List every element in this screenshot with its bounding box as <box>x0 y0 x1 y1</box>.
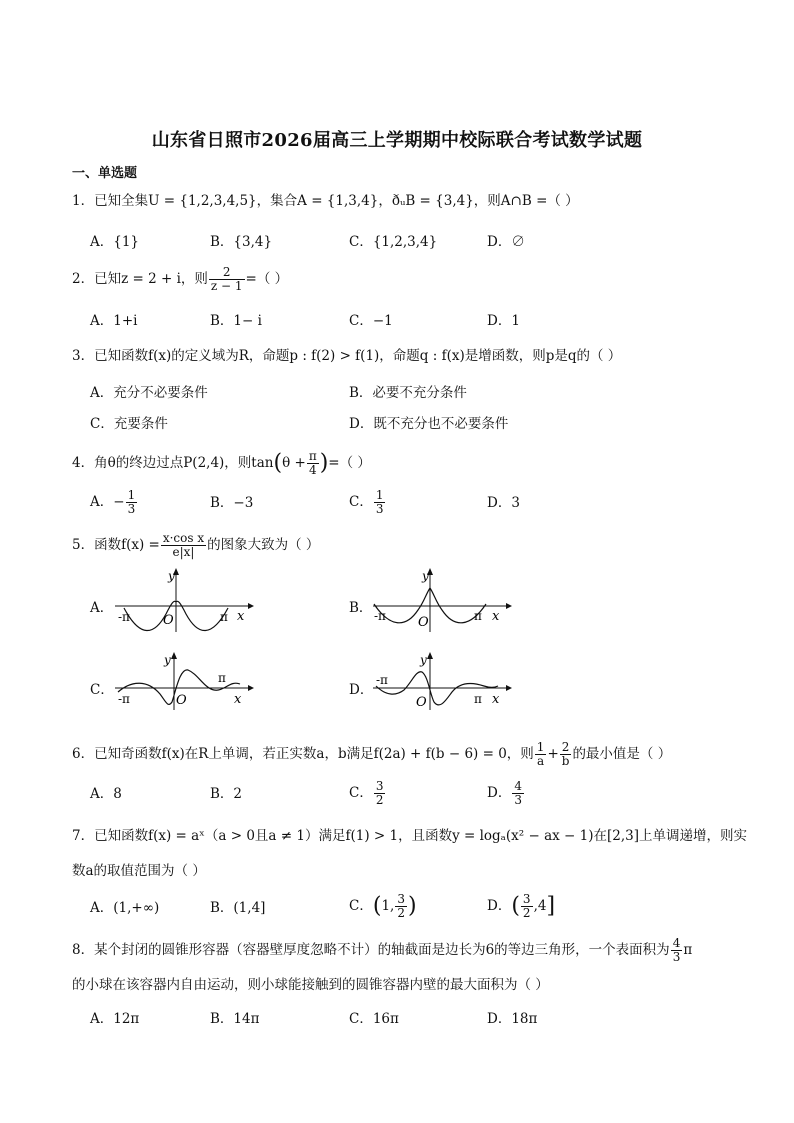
question-5-stem <box>72 532 319 559</box>
q6-option-d-num: 4 <box>514 779 522 793</box>
q8-frac-num: 4 <box>672 936 681 950</box>
q8-frac-den: 3 <box>672 950 681 964</box>
y-label: y <box>168 569 175 583</box>
q4-option-a-num: 1 <box>127 488 136 502</box>
q4-fraction <box>307 450 319 477</box>
q7-d-open-paren: ( <box>511 893 520 919</box>
q4-option-b[interactable]: B．−3 <box>210 495 254 511</box>
q6-option-c-label: C． <box>349 785 373 801</box>
origin-label: O <box>418 615 429 630</box>
q7-option-a[interactable]: A．(1,+∞) <box>90 900 160 916</box>
q7-option-b[interactable]: B．(1,4] <box>210 900 266 916</box>
q4-option-d[interactable]: D．3 <box>487 495 520 511</box>
q7-option-c-label: C． <box>349 898 373 914</box>
q1-option-a[interactable]: A．{1} <box>90 234 140 250</box>
q5-option-b[interactable]: B． <box>349 600 373 616</box>
q7-option-d-post: ,4 <box>533 898 547 914</box>
x-label: x <box>234 692 242 707</box>
q1-option-c[interactable]: C．{1,2,3,4} <box>349 234 438 250</box>
q2-option-d[interactable]: D．1 <box>487 313 520 329</box>
question-8-stem-line2: 的小球在该容器内自由运动，则小球能接触到的圆锥容器内壁的最大面积为（ ） <box>72 977 549 993</box>
q5-graph-c[interactable] <box>110 650 255 712</box>
y-label: y <box>164 653 171 667</box>
y-arrow-icon <box>427 652 433 659</box>
q2-stem-prefix: 2．已知z = 2 + i，则 <box>72 271 208 287</box>
q2-frac-num: 2 <box>209 266 245 280</box>
q4-option-a-den: 3 <box>127 502 136 516</box>
q7-option-c-fraction <box>395 893 407 920</box>
x-label: x <box>492 692 500 707</box>
section-heading: 一、单选题 <box>72 166 138 181</box>
q6-fraction-1 <box>535 741 547 768</box>
q5-frac-den: e|x| <box>172 545 195 559</box>
q5-stem-suffix: 的图象大致为（ ） <box>207 537 320 553</box>
q8-option-d[interactable]: D．18π <box>487 1011 538 1027</box>
q5-option-a[interactable]: A． <box>90 600 114 616</box>
q6-option-d-den: 3 <box>514 793 522 807</box>
q6-fraction-2 <box>560 741 572 768</box>
q4-option-c-label: C． <box>349 494 373 510</box>
q7-option-c-pre: 1, <box>381 898 395 914</box>
q4-stem-suffix: =（ ） <box>328 455 371 471</box>
q6-plus: + <box>547 746 559 762</box>
y-label: y <box>422 569 429 583</box>
q4-option-a-label: A．− <box>90 494 125 510</box>
q2-option-a[interactable]: A．1+i <box>90 313 138 329</box>
q6-frac1-num: 1 <box>536 740 545 754</box>
q6-option-d-label: D． <box>487 785 512 801</box>
q8-fraction <box>671 937 683 964</box>
q5-graph-a[interactable] <box>110 566 255 634</box>
q5-graph-b[interactable] <box>368 566 513 634</box>
q7-c-open-paren: ( <box>372 893 382 919</box>
question-1-stem: 1．已知全集U = {1,2,3,4,5}，集合A = {1,3,4}，ðᵤB = {3,4}，则A∩B =（ ） <box>72 193 579 209</box>
question-3-stem: 3．已知函数f(x)的定义域为R，命题p : f(2) > f(1)，命题q : f(x)是增函数，则p是q的（ ） <box>72 348 622 364</box>
question-8-stem-line1 <box>72 937 692 964</box>
y-arrow-icon <box>171 652 177 659</box>
q4-option-a[interactable] <box>90 489 138 516</box>
q5-option-d[interactable]: D． <box>349 682 374 698</box>
x-arrow-icon <box>506 685 512 691</box>
q6-stem-prefix: 6．已知奇函数f(x)在R上单调，若正实数a，b满足f(2a) + f(b − 6) = 0，则 <box>72 746 534 762</box>
x-arrow-icon <box>248 685 254 691</box>
q6-frac1-den: a <box>537 754 545 768</box>
q2-option-b[interactable]: B．1− i <box>210 313 262 329</box>
question-7-stem-line2: 数a的取值范围为（ ） <box>72 863 206 879</box>
q5-option-c[interactable]: C． <box>90 682 114 698</box>
q6-option-d[interactable] <box>487 780 525 807</box>
q8-stem-prefix: 8．某个封闭的圆锥形容器（容器壁厚度忽略不计）的轴截面是边长为6的等边三角形，一个表面积为 <box>72 942 670 958</box>
pi-label: π <box>220 610 228 624</box>
q7-option-d-num: 3 <box>522 892 531 906</box>
question-4-stem <box>72 450 371 477</box>
q4-stem-prefix: 4．角θ的终边过点P(2,4)，则tan <box>72 455 274 471</box>
pi-label: π <box>474 692 482 706</box>
q5-stem-prefix: 5．函数f(x) = <box>72 537 160 553</box>
q1-option-b[interactable]: B．{3,4} <box>210 234 273 250</box>
pi-label: π <box>474 609 482 623</box>
q4-close-paren: ) <box>319 450 329 476</box>
q7-option-c-num: 3 <box>397 892 405 906</box>
q7-option-d[interactable] <box>487 893 555 920</box>
q4-frac-num: π <box>308 449 317 463</box>
q4-option-c-fraction <box>374 489 386 516</box>
q4-option-c-num: 1 <box>375 488 384 502</box>
y-label: y <box>420 653 427 667</box>
q3-option-b[interactable]: B．必要不充分条件 <box>349 385 467 401</box>
q4-option-a-fraction <box>126 489 138 516</box>
q8-option-c[interactable]: C．16π <box>349 1011 399 1027</box>
q7-option-d-label: D． <box>487 898 512 914</box>
pi-label: π <box>218 671 226 685</box>
q7-c-close-paren: ) <box>407 893 417 919</box>
q6-option-c-fraction <box>374 780 386 807</box>
q7-option-c-den: 2 <box>397 906 405 920</box>
q6-option-a[interactable]: A．8 <box>90 786 122 802</box>
x-label: x <box>237 609 245 624</box>
q1-option-d[interactable]: D．∅ <box>487 234 525 250</box>
q4-option-c-den: 3 <box>375 502 384 516</box>
origin-label: O <box>416 695 427 710</box>
q5-graph-d[interactable] <box>368 650 513 712</box>
q8-option-a[interactable]: A．12π <box>90 1011 140 1027</box>
q6-option-c-num: 3 <box>375 779 384 793</box>
q3-option-d[interactable]: D．既不充分也不必要条件 <box>349 416 509 432</box>
q4-frac-den: 4 <box>308 463 317 477</box>
neg-pi-label: -π <box>118 610 130 624</box>
question-6-stem <box>72 741 671 768</box>
question-2-stem <box>72 266 288 293</box>
q6-stem-suffix: 的最小值是（ ） <box>572 746 672 762</box>
q2-option-c[interactable]: C．−1 <box>349 313 393 329</box>
q3-option-c[interactable]: C．充要条件 <box>90 416 168 432</box>
q8-option-b[interactable]: B．14π <box>210 1011 260 1027</box>
q4-open-paren: ( <box>273 450 283 476</box>
q6-frac2-num: 2 <box>560 741 572 755</box>
q8-stem-pi: π <box>683 942 693 958</box>
q6-option-b[interactable]: B．2 <box>210 786 243 802</box>
q7-d-close-bracket: ] <box>546 893 556 919</box>
q5-fraction <box>161 532 206 559</box>
q2-stem-suffix: =（ ） <box>245 271 289 287</box>
q7-option-d-den: 2 <box>522 906 531 920</box>
q6-option-d-fraction <box>512 780 524 807</box>
x-arrow-icon <box>506 603 512 609</box>
page-title: 山东省日照市2026届高三上学期期中校际联合考试数学试题 <box>151 130 643 151</box>
origin-label: O <box>176 693 187 708</box>
q5-frac-num: x·cos x <box>162 531 205 545</box>
neg-pi-label: -π <box>118 692 130 706</box>
q3-option-a[interactable]: A．充分不必要条件 <box>90 385 208 401</box>
q6-option-c-den: 2 <box>375 793 384 807</box>
q7-option-c[interactable] <box>349 893 417 920</box>
q2-frac-den: z − 1 <box>210 279 243 293</box>
question-7-stem-line1: 7．已知函数f(x) = aˣ（a > 0且a ≠ 1）满足f(1) > 1，且函数y = logₐ(x² − ax − 1)在[2,3]上单调递增，则实 <box>72 828 747 844</box>
q4-option-c[interactable] <box>349 489 386 516</box>
neg-pi-label: -π <box>376 673 388 687</box>
q6-frac2-den: b <box>561 754 570 768</box>
origin-label: O <box>163 613 174 628</box>
q6-option-c[interactable] <box>349 780 386 807</box>
q2-fraction <box>209 266 245 293</box>
x-arrow-icon <box>248 603 254 609</box>
x-label: x <box>492 609 500 624</box>
q4-paren-text: θ + <box>282 455 306 471</box>
q7-option-d-fraction <box>521 893 533 920</box>
neg-pi-label: -π <box>374 609 386 623</box>
